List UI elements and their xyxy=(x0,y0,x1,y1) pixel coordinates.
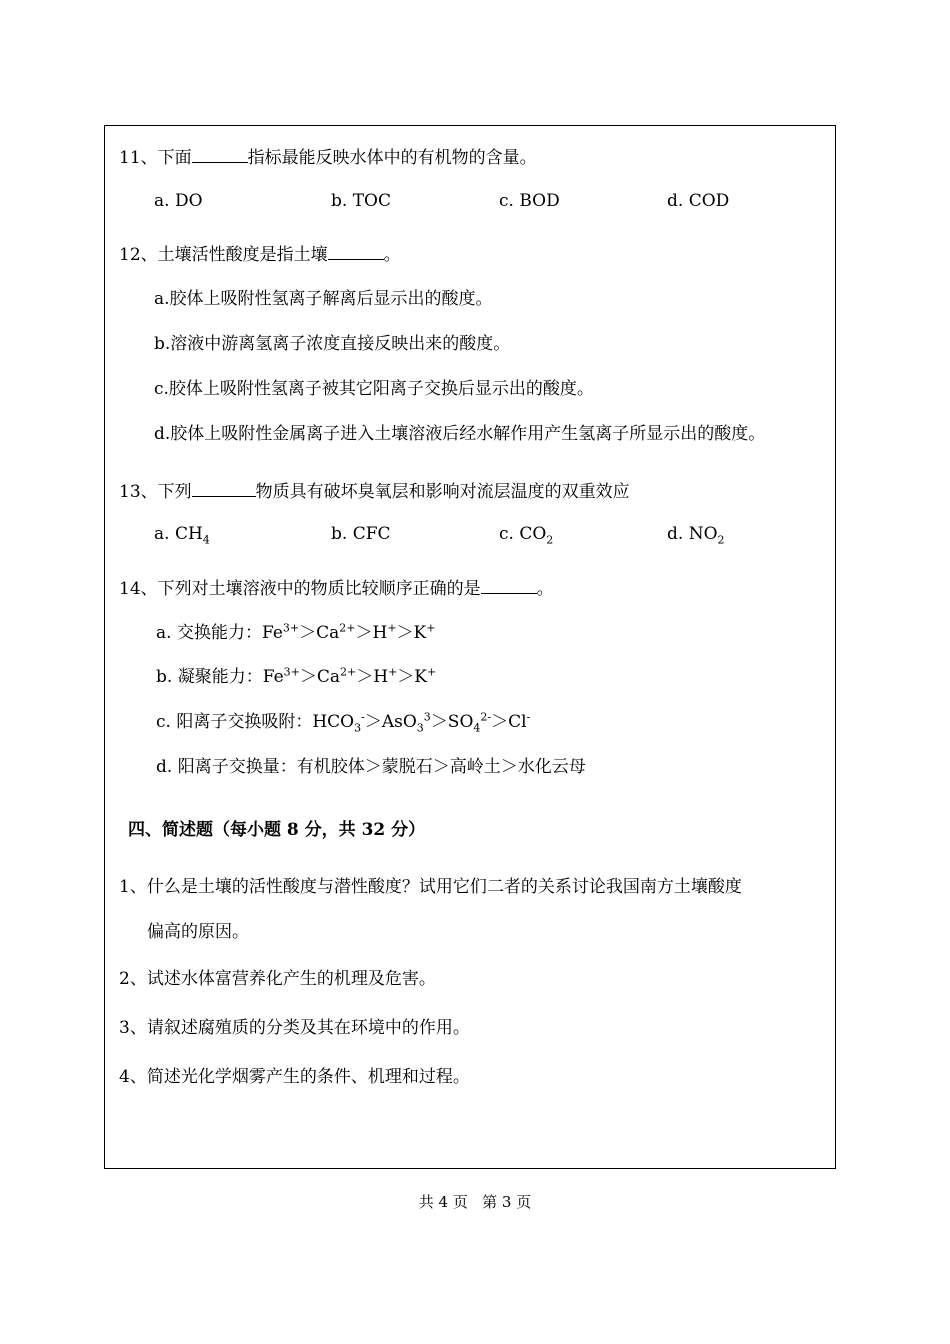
section-4-heading: 四、简述题（每小题 8 分，共 32 分） xyxy=(128,820,426,840)
q11-option-b: b. TOC xyxy=(331,191,391,211)
q14-option-b: b. 凝聚能力：$Fe^{3+}>Ca^{2+}>H^+>K^+$ xyxy=(156,665,437,687)
q11-option-d: d. COD xyxy=(667,191,730,211)
section-4-item-1: 1、什么是土壤的活性酸度与潜性酸度？试用它们二者的关系讨论我国南方土壤酸度 xyxy=(119,877,742,897)
section-4-item-1-cont: 偏高的原因。 xyxy=(147,922,249,942)
section-4-item-2: 2、试述水体富营养化产生的机理及危害。 xyxy=(119,969,436,989)
q13-option-c: c. $CO_2$ xyxy=(499,524,554,547)
question-12: 12、土壤活性酸度是指土壤 。 xyxy=(119,245,401,265)
page-footer: 共 4 页 第 3 页 xyxy=(418,1193,532,1211)
q14-option-c: c. 阳离子交换吸附：$HCO_3^->AsO_3^3>SO_4^{2-}>Cl^-$ xyxy=(156,710,531,735)
answer-blank xyxy=(481,577,537,594)
section-4-item-4: 4、简述光化学烟雾产生的条件、机理和过程。 xyxy=(119,1067,470,1087)
answer-blank xyxy=(192,146,248,163)
answer-blank xyxy=(192,480,256,497)
q12-option-c: c.胶体上吸附性氢离子被其它阳离子交换后显示出的酸度。 xyxy=(154,379,594,399)
section-4-item-3: 3、请叙述腐殖质的分类及其在环境中的作用。 xyxy=(119,1018,470,1038)
q13-option-d: d. $NO_2$ xyxy=(667,524,725,547)
question-14: 14、下列对土壤溶液中的物质比较顺序正确的是 。 xyxy=(119,579,554,599)
q12-option-d: d.胶体上吸附性金属离子进入土壤溶液后经水解作用产生氢离子所显示出的酸度。 xyxy=(154,424,766,444)
q14-option-a: a. 交换能力：$Fe^{3+}>Ca^{2+}>H^+>K^+$ xyxy=(156,621,436,643)
q13-option-b: b. CFC xyxy=(331,524,391,544)
q14-option-d: d. 阳离子交换量：有机胶体＞蒙脱石＞高岭土＞水化云母 xyxy=(156,757,586,777)
q12-option-a: a.胶体上吸附性氢离子解离后显示出的酸度。 xyxy=(154,289,493,309)
q11-option-c: c. BOD xyxy=(499,191,560,211)
question-13: 13、下列 物质具有破坏臭氧层和影响对流层温度的双重效应 xyxy=(119,482,630,502)
answer-blank xyxy=(328,243,384,260)
q13-option-a: a. $CH_4$ xyxy=(154,524,210,547)
q12-option-b: b.溶液中游离氢离子浓度直接反映出来的酸度。 xyxy=(154,334,511,354)
q11-option-a: a. DO xyxy=(154,191,203,211)
question-11: 11、下面 指标最能反映水体中的有机物的含量。 xyxy=(119,148,537,168)
exam-frame xyxy=(104,125,836,1169)
